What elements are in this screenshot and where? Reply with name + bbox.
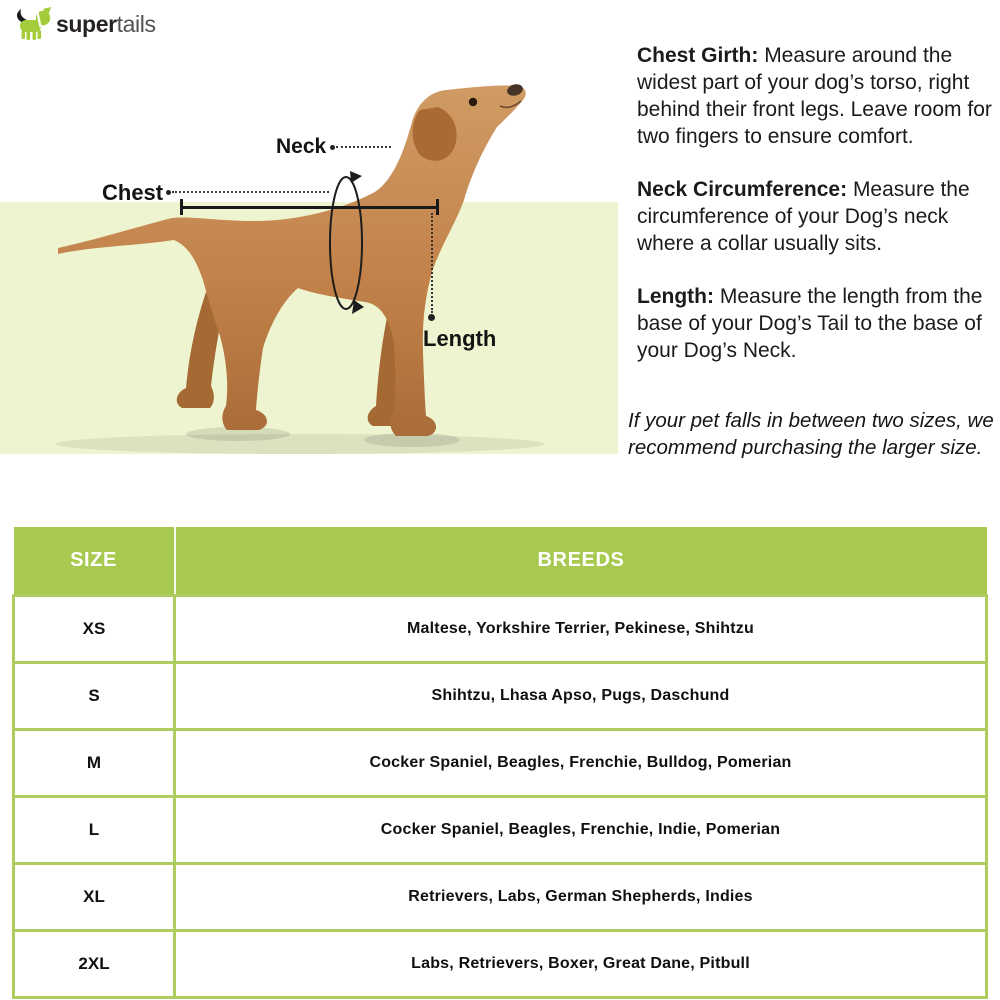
logo-dog-icon	[13, 7, 53, 41]
size-cell: M	[14, 730, 175, 797]
chest-label: Chest	[102, 180, 164, 205]
brand-name-light: tails	[116, 11, 156, 37]
table-row	[14, 663, 987, 730]
neck-circumference-body: Measure the circumference of your Dog’s neck where a collar usually sits.	[637, 178, 970, 255]
size-cell: XS	[14, 596, 175, 663]
size-column-header: SIZE	[14, 527, 175, 596]
girth-arrow-top	[350, 171, 362, 183]
length-title: Length:	[637, 285, 714, 308]
chest-dotted-line	[172, 191, 329, 193]
table-row	[14, 797, 987, 864]
brand-name-bold: super	[56, 11, 117, 37]
size-cell: XL	[14, 864, 175, 931]
ground-shadow	[55, 434, 545, 454]
table-row	[14, 864, 987, 931]
breeds-cell: Cocker Spaniel, Beagles, Frenchie, Indie, Pomerian	[175, 797, 987, 864]
measurement-instructions	[637, 42, 995, 390]
neck-dotted-line	[336, 146, 391, 148]
length-dot	[428, 314, 435, 321]
neck-circumference-title: Neck Circumference:	[637, 178, 848, 201]
length-dotted-line	[431, 213, 433, 313]
length-paragraph	[637, 283, 995, 364]
length-body: Measure the length from the base of your Dog’s Tail to the base of your Dog’s Neck.	[637, 285, 983, 362]
table-header-row	[14, 527, 987, 596]
girth-arrow-bottom	[352, 300, 364, 314]
size-breeds-table	[12, 527, 988, 999]
length-measure-line	[181, 206, 438, 209]
size-cell: 2XL	[14, 931, 175, 998]
table-row	[14, 596, 987, 663]
dog-photo-illustration	[0, 60, 630, 460]
breeds-column-header: BREEDS	[175, 527, 987, 596]
breeds-cell: Cocker Spaniel, Beagles, Frenchie, Bulldog, Pomerian	[175, 730, 987, 797]
size-cell: L	[14, 797, 175, 864]
chest-girth-paragraph	[637, 42, 995, 150]
neck-dot	[330, 145, 335, 150]
measure-tick-right	[436, 199, 439, 215]
brand-logo	[13, 7, 156, 41]
length-label: Length	[423, 326, 497, 351]
breeds-cell: Maltese, Yorkshire Terrier, Pekinese, Shihtzu	[175, 596, 987, 663]
breeds-cell: Labs, Retrievers, Boxer, Great Dane, Pitbull	[175, 931, 987, 998]
measure-tick-left	[180, 199, 183, 215]
chest-girth-title: Chest Girth:	[637, 44, 759, 67]
chest-dot	[166, 190, 171, 195]
table-row	[14, 931, 987, 998]
table-row	[14, 730, 987, 797]
breeds-cell: Retrievers, Labs, German Shepherds, Indies	[175, 864, 987, 931]
sizing-note: If your pet falls in between two sizes, we recommend purchasing the larger size.	[628, 409, 994, 459]
size-cell: S	[14, 663, 175, 730]
neck-label: Neck	[276, 135, 327, 158]
breeds-cell: Shihtzu, Lhasa Apso, Pugs, Daschund	[175, 663, 987, 730]
dog-eye	[469, 98, 477, 106]
chest-girth-body: Measure around the widest part of your dog’s torso, right behind their front legs. Leave room for two fingers to ensure comfort.	[637, 44, 992, 148]
brand-name	[56, 7, 156, 41]
neck-circumference-paragraph	[637, 176, 995, 257]
